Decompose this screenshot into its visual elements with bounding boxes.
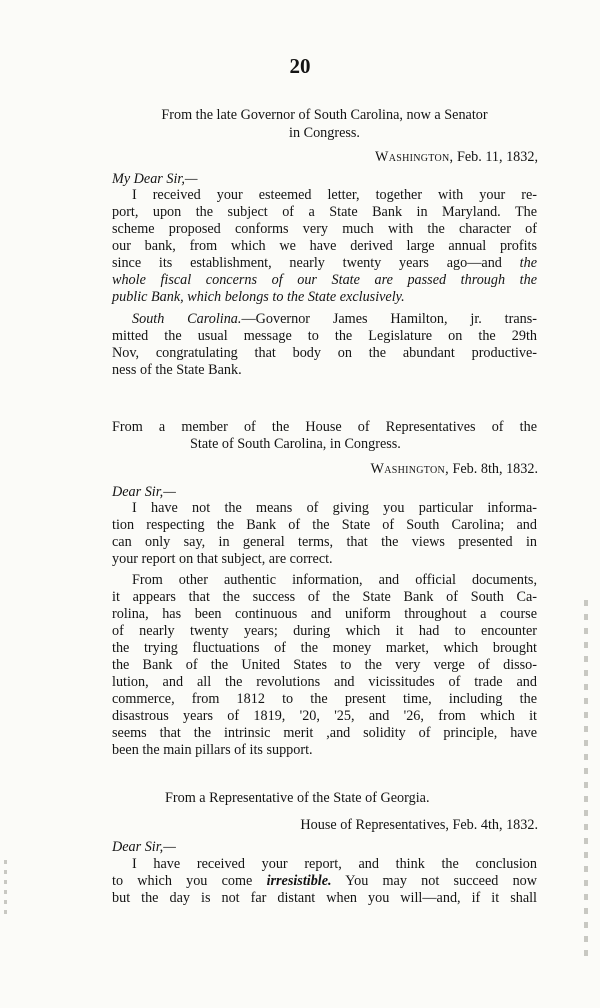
letter2-dateline	[371, 460, 538, 478]
letter3-line1: I have received your report, and think the conclusion	[132, 856, 537, 872]
letter2-line7: rolina, has been continuous and uniform throughout a course	[112, 606, 537, 622]
letter1-line1: I received your esteemed letter, together with your re-	[132, 187, 537, 203]
letter3-line2-pre: to which you come	[112, 873, 253, 889]
letter2-line2: tion respecting the Bank of the State of South Carolina; and	[112, 517, 537, 533]
letter2-line1: I have not the means of giving you particular informa-	[132, 500, 537, 516]
south-carolina-label: South Carolina.	[132, 311, 242, 327]
letter2-line14: seems that the intrinsic merit ,and solidity of principle, have	[112, 725, 537, 741]
letter2-line3: can only say, in general terms, that the views presented in	[112, 534, 537, 550]
letter2-line15: been the main pillars of its support.	[112, 742, 313, 758]
letter1-line5-text: since its establishment, nearly twenty years ago—and	[112, 255, 502, 271]
letter2-heading-line2: State of South Carolina, in Congress.	[190, 436, 401, 452]
letter2-line6: it appears that the success of the State Bank of South Ca-	[112, 589, 537, 605]
letter2-line12: commerce, from 1812 to the present time, including the	[112, 691, 537, 707]
letter2-salutation: Dear Sir,—	[112, 484, 176, 500]
letter3-heading: From a Representative of the State of Georgia.	[165, 790, 430, 806]
south-carolina-text: —Governor James Hamilton, jr. trans-	[241, 311, 537, 327]
scan-edge-artifact-left	[4, 860, 7, 920]
letter1-heading-line2: in Congress.	[289, 125, 360, 141]
letter1-salutation: My Dear Sir,—	[112, 171, 198, 187]
letter3-salutation: Dear Sir,—	[112, 839, 176, 855]
letter1-dateline	[375, 148, 538, 166]
letter2-line13: disastrous years of 1819, '20, '25, and '26, from which it	[112, 708, 537, 724]
south-carolina-line2: mitted the usual message to the Legislature on the 29th	[112, 328, 537, 344]
south-carolina-paragraph-line1	[132, 310, 537, 328]
letter3-line2-emphasis: irresistible.	[266, 873, 332, 889]
letter1-dateline-date: Feb. 11, 1832,	[456, 149, 538, 165]
letter2-line9: the trying fluctuations of the money market, which brought	[112, 640, 537, 656]
letter3-line2	[112, 872, 537, 890]
letter3-line3: but the day is not far distant when you will—and, if it shall	[112, 890, 537, 906]
letter2-line10: the Bank of the United States to the very verge of disso-	[112, 657, 537, 673]
letter1-heading-line1: From the late Governor of South Carolina, now a Senator	[161, 107, 488, 123]
letter2-line5: From other authentic information, and official documents,	[132, 572, 537, 588]
page-number: 20	[289, 54, 311, 78]
letter1-dateline-place: Washington,	[375, 149, 454, 165]
letter2-line8: of nearly twenty years; during which it had to encounter	[112, 623, 537, 639]
letter1-line4: our bank, from which we have derived large annual profits	[112, 238, 537, 254]
scan-edge-artifact	[584, 600, 588, 960]
letter1-line7: public Bank, which belongs to the State exclusively.	[112, 289, 405, 305]
letter2-heading-line1: From a member of the House of Representatives of the	[112, 419, 537, 435]
letter2-line11: lution, and all the revolutions and vicissitudes of trade and	[112, 674, 537, 690]
letter1-line2: port, upon the subject of a State Bank in Maryland. The	[112, 204, 537, 220]
letter1-line5	[112, 254, 537, 272]
letter2-dateline-date: Feb. 8th, 1832.	[452, 461, 538, 477]
letter3-dateline: House of Representatives, Feb. 4th, 1832.	[300, 817, 538, 833]
letter1-line6: whole fiscal concerns of our State are passed through the	[112, 272, 537, 288]
letter2-line4: your report on that subject, are correct.	[112, 551, 333, 567]
south-carolina-line3: Nov, congratulating that body on the abundant productive-	[112, 345, 537, 361]
letter1-line3: scheme proposed conforms very much with the character of	[112, 221, 537, 237]
letter1-line5-italic: the	[519, 255, 538, 271]
letter3-line2-post: You may not succeed now	[345, 873, 538, 889]
south-carolina-line4: ness of the State Bank.	[112, 362, 242, 378]
letter2-dateline-place: Washington,	[370, 461, 449, 477]
